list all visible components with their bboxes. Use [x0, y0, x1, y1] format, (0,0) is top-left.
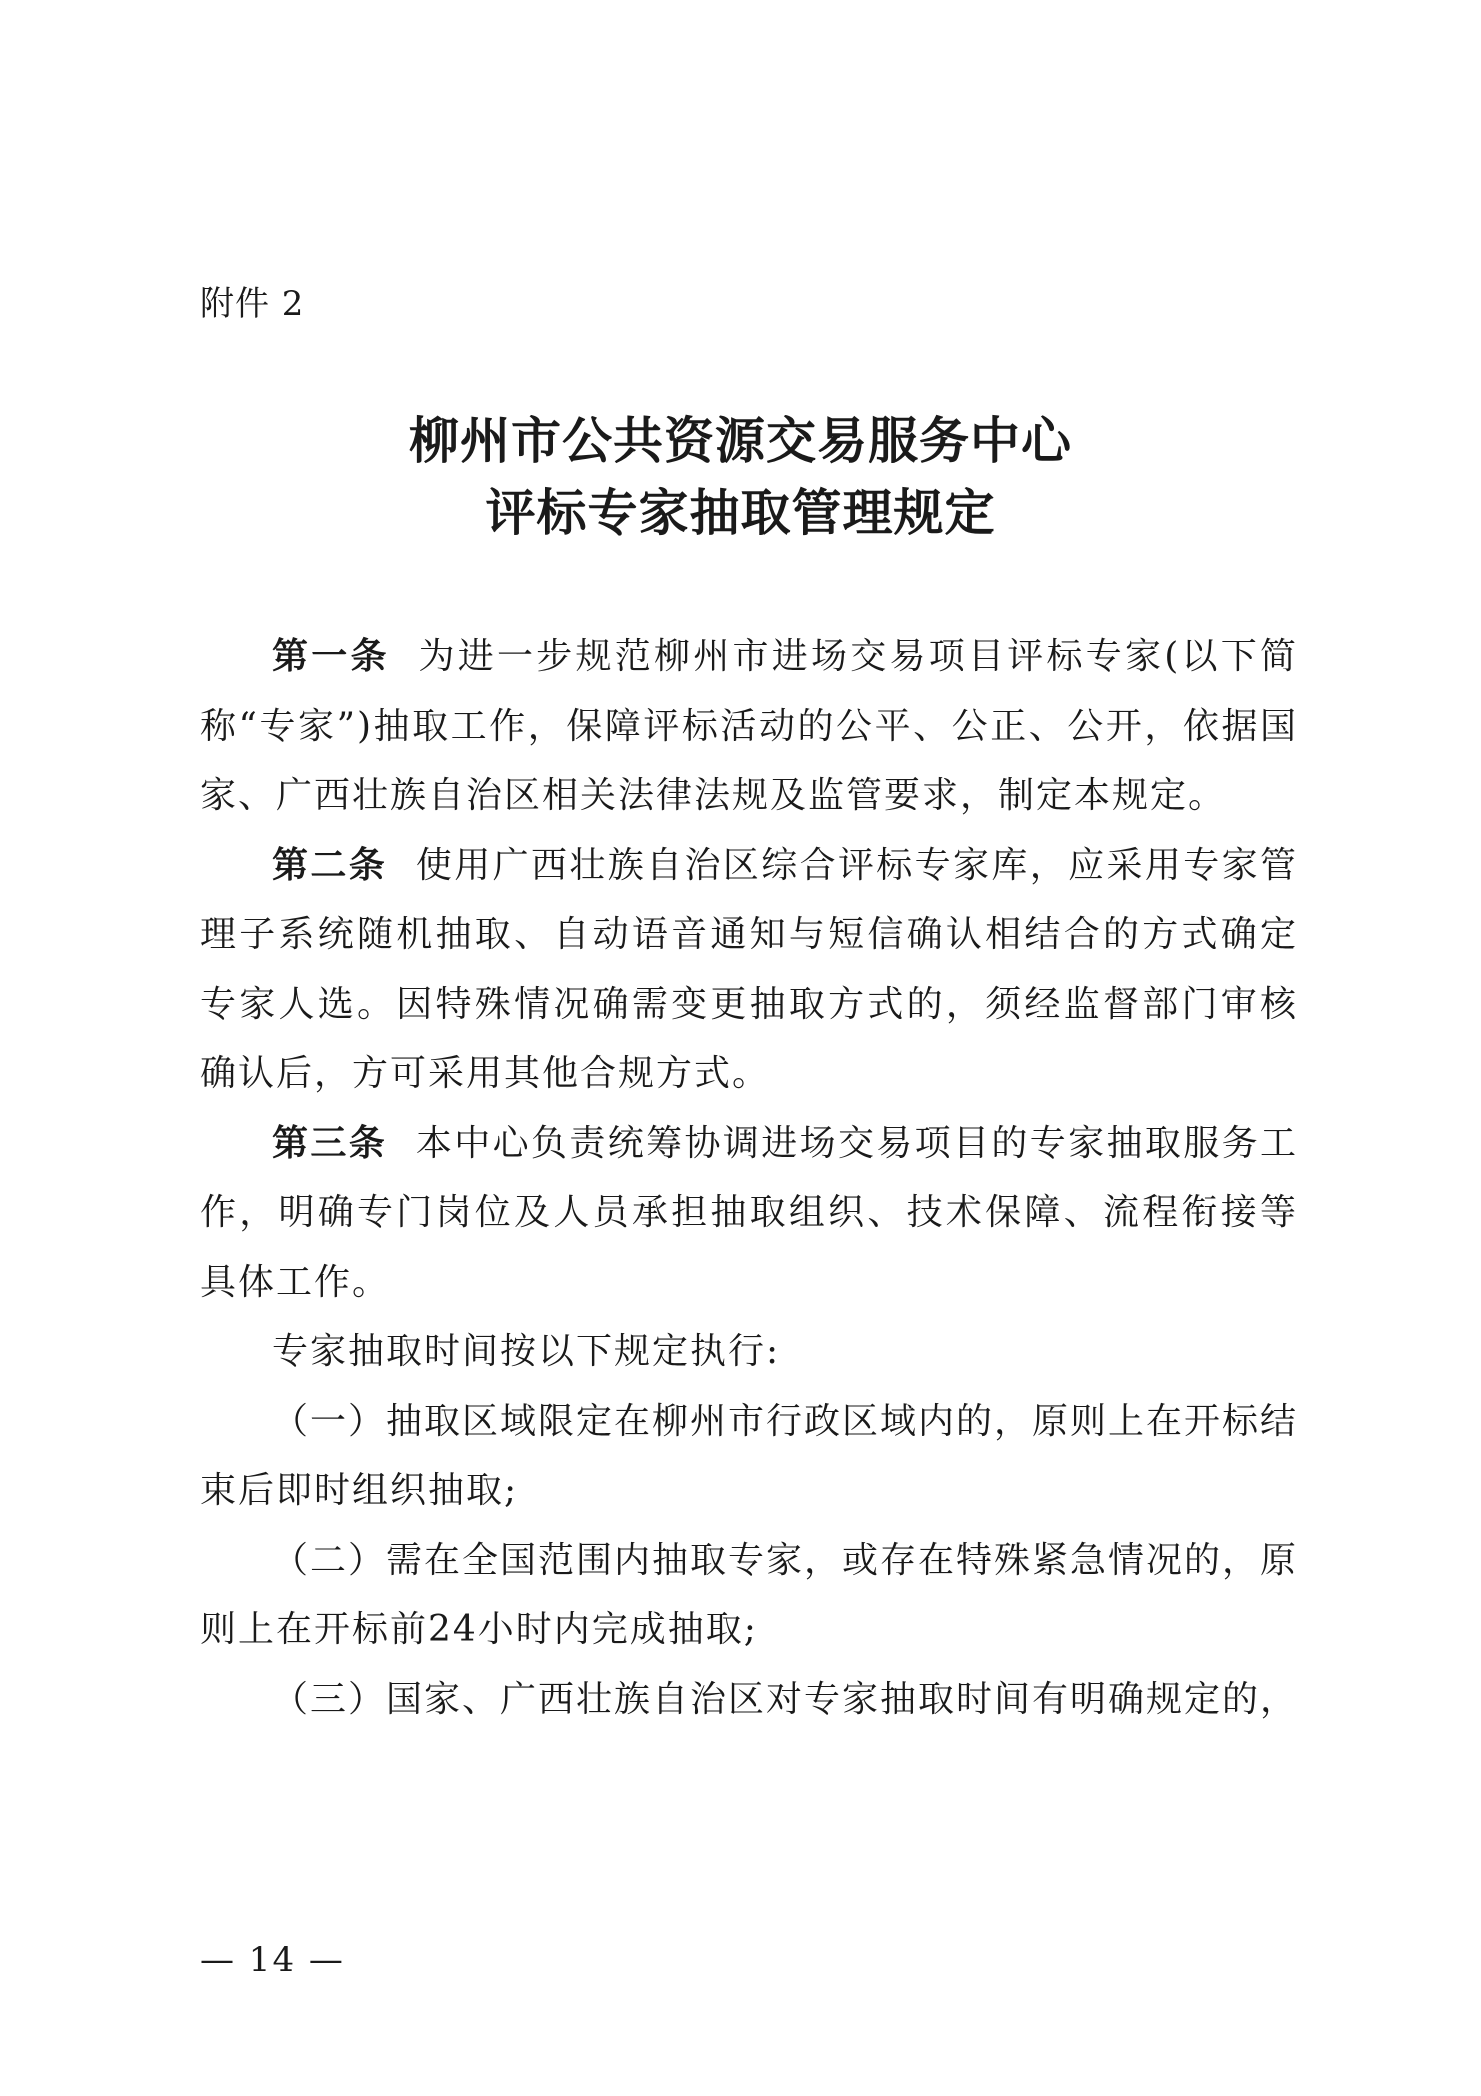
article-text: 使用广西壮族自治区综合评标专家库，应采用专家管理子系统随机抽取、自动语音通知与短信确认相结合的方式确定专家人选。因特殊情况确需变更抽取方式的，须经监督部门审核确认后，方可采用其他合规方式。: [200, 844, 1298, 1094]
paragraph: （三）国家、广西壮族自治区对专家抽取时间有明确规定的，: [272, 1678, 1299, 1720]
document-title-line-2: 评标专家抽取管理规定: [485, 483, 996, 542]
article-label: 第一条: [272, 635, 390, 677]
attachment-label: 附件 2: [200, 284, 305, 324]
article-text: 本中心负责统筹协调进场交易项目的专家抽取服务工作，明确专门岗位及人员承担抽取组织、技术保障、流程衔接等具体工作。: [200, 1122, 1298, 1303]
paragraph: （二）需在全国范围内抽取专家，或存在特殊紧急情况的，原则上在开标前24小时内完成抽取;: [200, 1539, 1299, 1650]
page-number: — 14 —: [200, 1940, 345, 1980]
paragraph: （一）抽取区域限定在柳州市行政区域内的，原则上在开标结束后即时组织抽取;: [200, 1400, 1299, 1511]
document-body: [200, 622, 1298, 1734]
article-label: 第二条: [272, 843, 388, 886]
article-2: [200, 831, 1298, 1109]
paragraph: 专家抽取时间按以下规定执行:: [272, 1331, 781, 1372]
document-title-line-1: 柳州市公共资源交易服务中心: [409, 411, 1072, 470]
article-1: [200, 622, 1298, 831]
article-label: 第三条: [272, 1121, 388, 1164]
article-text: 为进一步规范柳州市进场交易项目评标专家(以下简称“专家”)抽取工作，保障评标活动的公平、公正、公开，依据国家、广西壮族自治区相关法律法规及监管要求，制定本规定。: [200, 636, 1298, 816]
article-3: [200, 1109, 1298, 1318]
